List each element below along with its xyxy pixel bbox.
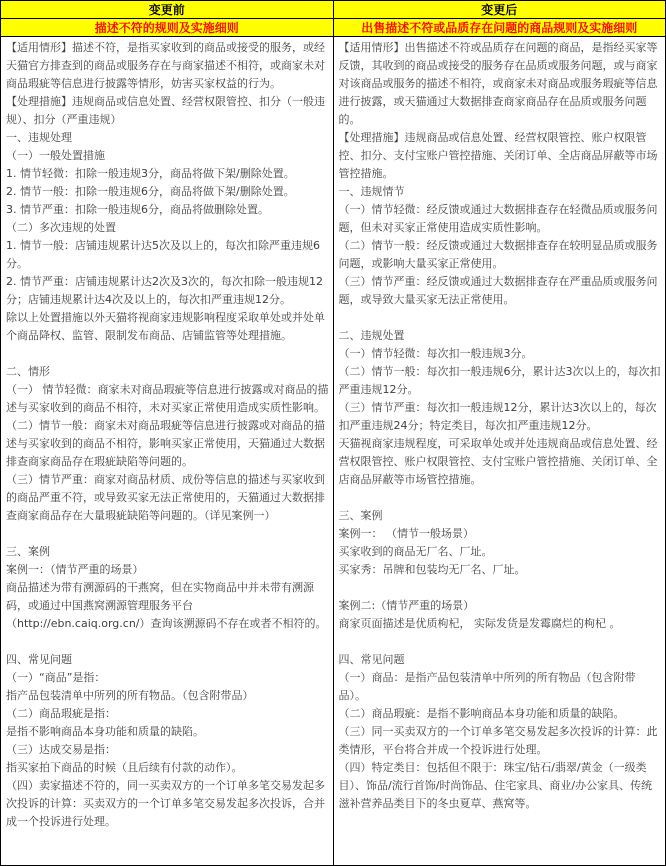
paragraph: （三）情节严重：经反馈或通过大数据排查存在严重品质或服务问题，或导致大量买家无法正常使用。 — [338, 275, 658, 306]
paragraph: 【处理措施】违规商品或信息处置、经营权限管控、扣分（一般违规）、扣分（严重违规） — [6, 95, 325, 126]
paragraph: 四、常见问题 — [6, 653, 72, 666]
paragraph: 二、情形 — [6, 365, 50, 378]
paragraph: 【处理措施】违规商品或信息处置、经营权限管控、账户权限管控、扣分、支付宝账户管控措施、关闭订单、全店商品屏蔽等市场管控措施。 — [338, 131, 658, 180]
paragraph: 四、常见问题 — [338, 653, 405, 666]
paragraph — [339, 633, 662, 651]
paragraph — [6, 345, 329, 363]
paragraph: 2. 情节一般：扣除一般违规6分，商品将做下架/删除处置。 — [6, 185, 295, 198]
paragraph: 除以上处置措施以外天猫将视商家违规影响程度采取单处或并处单个商品降权、监管、限制发布商品、店铺监管等处理措施。 — [6, 311, 325, 342]
paragraph: 案例二:（情节严重的场景） — [338, 599, 475, 612]
rule-title-after: 出售描述不符或品质存在问题的商品规则及实施细则 — [333, 19, 666, 37]
paragraph: 天猫视商家违规程度，可采取单处或并处违规商品或信息处置、经营权限管控、账户权限管控、支付宝账户管控措施、关闭订单、全店商品屏蔽等市场管控措施。 — [338, 437, 658, 486]
paragraph: 三、案例 — [338, 509, 383, 522]
rule-body-before-content — [1, 37, 333, 833]
paragraph — [6, 633, 329, 651]
paragraph: 3. 情节严重：扣除一般违规6分，商品将做删除处置。 — [6, 203, 269, 216]
paragraph: 案例一：（情节严重的场景） — [6, 563, 144, 576]
paragraph: （二）情节一般：商家未对商品瑕疵等信息进行披露或对商品的描述与买家收到的商品不相符，影响买家正常使用，天猫通过大数据排查商家商品存在瑕疵缺陷等问题的。 — [6, 419, 325, 468]
rule-body-before — [1, 37, 334, 866]
table-header-row — [1, 1, 666, 19]
paragraph: 买家秀：吊牌和包装均无厂名、厂址。 — [338, 563, 526, 576]
paragraph: 1. 情节轻微：扣除一般违规3分，商品将做下架/删除处置。 — [6, 167, 295, 180]
rule-body-after — [333, 37, 666, 866]
paragraph — [339, 489, 662, 507]
column-header-before: 变更前 — [1, 1, 334, 19]
paragraph: （四）特定类目：包括但不限于：珠宝/钻石/翡翠/黄金（一级类目）、饰品/流行首饰/时尚饰品、住宅家具、商业/办公家具、传统滋补营养品类目下的冬虫夏草、燕窝等。 — [338, 761, 653, 810]
paragraph: 【适用情形】出售描述不符或品质存在问题的商品，是指经买家等反馈，其收到的商品或接受的服务存在品质或服务问题，或与商家对该商品或服务的描述不相符，或商家未对商品或服务瑕疵等信息进行披露，或天猫通过大数据排查商家商品存在品质或服务问题的。 — [338, 41, 658, 126]
paragraph: （一）商品：是指产品包装清单中所列的所有物品（包含附带品）。 — [338, 671, 636, 702]
paragraph: 案例一： （情节一般场景） — [338, 527, 474, 540]
paragraph — [339, 579, 662, 597]
paragraph: （二）多次违规的处置 — [6, 221, 116, 234]
paragraph: 二、违规处置 — [338, 329, 405, 342]
rule-title-before: 描述不符的规则及实施细则 — [1, 19, 334, 37]
table-body-row — [1, 37, 666, 866]
column-header-after: 变更后 — [333, 1, 666, 19]
paragraph: 指买家拍下商品的时候（且后续有付款的动作）。 — [6, 761, 243, 774]
paragraph: 1. 情节一般：店铺违规累计达5次及以上的，每次扣除严重违规6分。 — [6, 239, 320, 270]
paragraph: （二）商品瑕疵是指： — [6, 707, 116, 720]
paragraph: 商品描述为带有溯源码的干燕窝，但在实物商品中并未带有溯源码，或通过中国燕窝溯源管理服务平台（http://ebn.caiq.org.cn/）查询该溯源码不存在或者不相符的。 — [6, 581, 327, 630]
paragraph: 一、违规情节 — [338, 185, 405, 198]
paragraph — [6, 525, 329, 543]
paragraph: （一）一般处置措施 — [6, 149, 105, 162]
paragraph: 指产品包装清单中所列的所有物品。（包含附带品） — [6, 689, 254, 702]
paragraph: （三）同一买卖双方的一个订单多笔交易发起多次投诉的计算：此类情形，平台将合并成一个投诉进行处理。 — [338, 725, 658, 756]
paragraph: （一）“商品”是指： — [6, 671, 106, 684]
paragraph: （一） 情节轻微：商家未对商品瑕疵等信息进行披露或对商品的描述与买家收到的商品不相符，未对买家正常使用造成实质性影响。 — [6, 383, 329, 414]
paragraph: 【适用情形】描述不符，是指买家收到的商品或接受的服务，或经天猫官方排查到的商品或服务存在与商家描述不相符，或商家未对商品瑕疵等信息进行披露等情形，妨害买家权益的行为。 — [6, 41, 325, 90]
paragraph: 三、案例 — [6, 545, 50, 558]
paragraph: （二）情节一般：经反馈或通过大数据排查存在较明显品质或服务问题，或影响大量买家正常使用。 — [338, 239, 658, 270]
paragraph: （三）情节严重：商家对商品材质、成份等信息的描述与买家收到的商品严重不符，或导致买家无法正常使用的，天猫通过大数据排查商家商品存在大量瑕疵缺陷等问题的。（详见案例一） — [6, 473, 325, 522]
paragraph: （二）情节一般：每次扣一般违规6分，累计达3次以上的，每次扣严重违规12分。 — [338, 365, 661, 396]
paragraph: （二）商品瑕疵：是指不影响商品本身功能和质量的缺陷。 — [338, 707, 625, 720]
paragraph: （一）情节轻微：经反馈或通过大数据排查存在轻微品质或服务问题，但未对买家正常使用造成实质性影响。 — [338, 203, 658, 234]
paragraph: 一、违规处理 — [6, 131, 72, 144]
paragraph: 买家收到的商品无厂名、厂址。 — [338, 545, 493, 558]
rule-body-after-content — [334, 37, 666, 815]
paragraph: 商家页面描述是优质枸杞， 实际发货是发霉腐烂的枸杞 。 — [338, 617, 621, 630]
paragraph: （四）卖家描述不符的，同一买卖双方的一个订单多笔交易发起多次投诉的计算：买卖双方的一个订单多笔交易发起多次投诉，合并成一个投诉进行处理。 — [6, 779, 325, 828]
paragraph: 2. 情节严重：店铺违规累计达2次及3次的，每次扣除一般违规12分；店铺违规累计达4次及以上的，每次扣严重违规12分。 — [6, 275, 323, 306]
paragraph: （三）情节严重：每次扣一般违规12分，累计达3次以上的，每次扣严重违规24分；特定类目，每次扣严重违规12分。 — [338, 401, 657, 432]
paragraph: 是指不影响商品本身功能和质量的缺陷。 — [6, 725, 204, 738]
paragraph: （三）达成交易是指： — [6, 743, 116, 756]
table-subtitle-row — [1, 19, 666, 37]
paragraph — [339, 309, 662, 327]
paragraph: （一）情节轻微：每次扣一般违规3分。 — [338, 347, 533, 360]
